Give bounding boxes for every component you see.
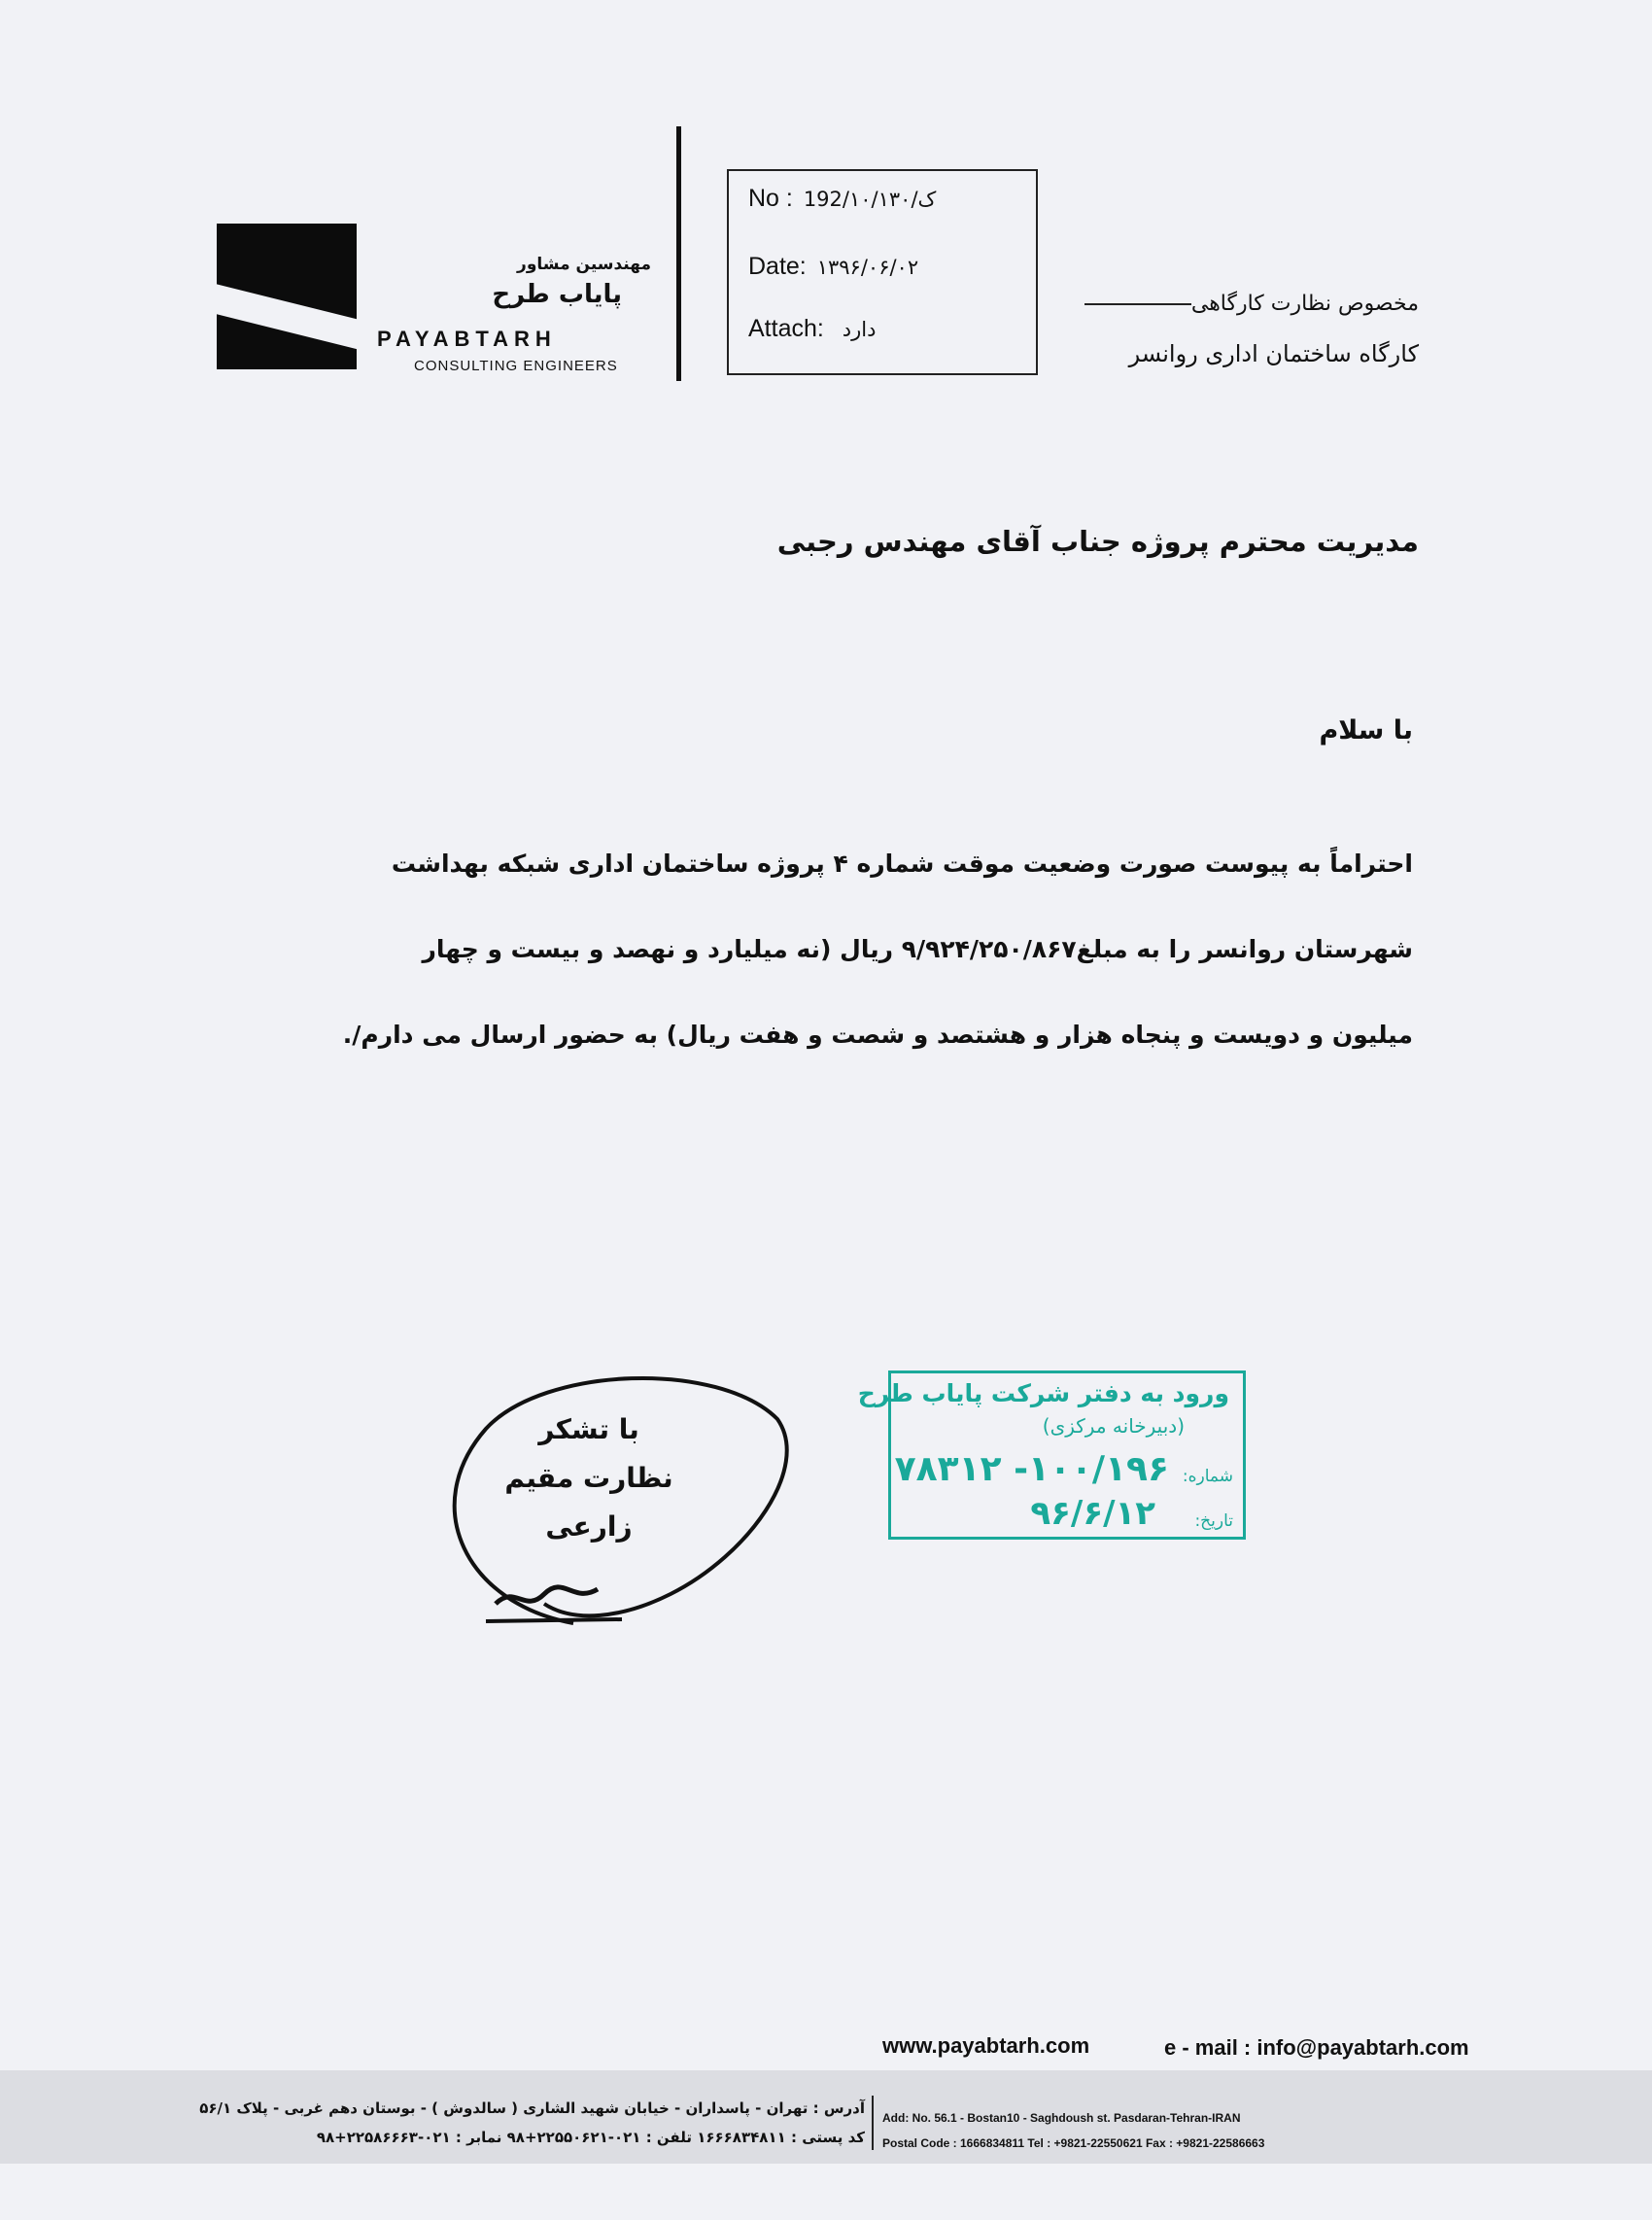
brand-subtitle-fa: مهندسین مشاور xyxy=(517,255,651,274)
ref-number-value: 192/۱۰/ک/۱۳۰ xyxy=(803,188,937,211)
confidential-note xyxy=(1081,292,1419,316)
body-line-1: احتراماً به پیوست صورت وضعیت موقت شماره ۴ پروژه ساختمان اداری شبکه بهداشت xyxy=(391,850,1413,878)
recipient-line: مدیریت محترم پروژه جناب آقای مهندس رجبی xyxy=(776,525,1419,558)
body-line-3: میلیون و دویست و پنجاه هزار و هشتصد و شصت و هفت ریال) به حضور ارسال می دارم/. xyxy=(342,1021,1413,1049)
signature-line-2: نظارت مقیم xyxy=(504,1462,673,1494)
footer-email: e - mail : info@payabtarh.com xyxy=(1164,2035,1469,2060)
ref-number xyxy=(748,185,936,213)
brand-tagline-en: CONSULTING ENGINEERS xyxy=(414,358,618,374)
reference-box xyxy=(727,169,1038,375)
footer-band xyxy=(0,2070,1652,2164)
signature-line-3: زارعی xyxy=(545,1510,633,1543)
brand-name-fa: پایاب طرح xyxy=(492,280,622,309)
ref-date-label: Date: xyxy=(748,253,807,280)
body-line-2: شهرستان روانسر را به مبلغ۹/۹۲۴/۲۵۰/۸۶۷ ریال (نه میلیارد و نهصد و بیست و چهار xyxy=(422,935,1413,963)
stamp-date-label: تاریخ: xyxy=(1194,1511,1233,1531)
footer-contact-en: Postal Code : 1666834811 Tel : +9821-22550621 Fax : +9821-22586663 xyxy=(882,2136,1265,2150)
brand-name-en: PAYABTARH xyxy=(377,327,557,351)
footer-contact-fa: کد پستی : ۱۶۶۶۸۳۴۸۱۱ تلفن : ۰۲۱-۲۲۵۵۰۶۲۱+۹۸ نمابر : ۰۲۱-۲۲۵۸۶۶۶۳+۹۸ xyxy=(316,2129,865,2146)
receipt-stamp xyxy=(857,1370,1246,1540)
ref-date xyxy=(748,253,918,281)
footer-website: www.payabtarh.com xyxy=(882,2033,1090,2058)
ref-attach xyxy=(748,315,876,343)
signature-line-1: با تشکر xyxy=(538,1413,639,1445)
ref-date-value: ۱۳۹۶/۰۶/۰۲ xyxy=(816,256,919,279)
footer-address-fa: آدرس : تهران - پاسداران - خیابان شهید الشاری ( سالدوش ) - بوستان دهم غربی - پلاک ۵۶/۱ xyxy=(199,2099,865,2117)
signature-text xyxy=(463,1405,715,1551)
stamp-number-value: ۷۸۳۱۲ -۱۰۰/۱۹۶ xyxy=(894,1449,1169,1489)
site-name: کارگاه ساختمان اداری روانسر xyxy=(1128,340,1419,367)
stamp-date-value: ۹۶/۶/۱۲ xyxy=(1030,1494,1155,1533)
ref-number-label: No : xyxy=(748,185,793,212)
stamp-title: ورود به دفتر شرکت پایاب طرح xyxy=(857,1379,1229,1407)
ref-attach-value: دارد xyxy=(842,318,877,341)
footer-address-en: Add: No. 56.1 - Bostan10 - Saghdoush st. Pasdaran-Tehran-IRAN xyxy=(882,2111,1241,2125)
company-logo xyxy=(217,224,357,369)
ref-attach-label: Attach: xyxy=(748,315,824,342)
greeting: با سلام xyxy=(1319,715,1413,746)
header-divider xyxy=(676,126,681,381)
confidential-text: مخصوص نظارت کارگاهی xyxy=(1190,292,1419,316)
confidential-underline xyxy=(1084,303,1191,305)
stamp-number-label: شماره: xyxy=(1182,1467,1233,1486)
footer-divider xyxy=(872,2096,874,2150)
stamp-subtitle: (دبیرخانه مرکزی) xyxy=(1042,1414,1185,1438)
